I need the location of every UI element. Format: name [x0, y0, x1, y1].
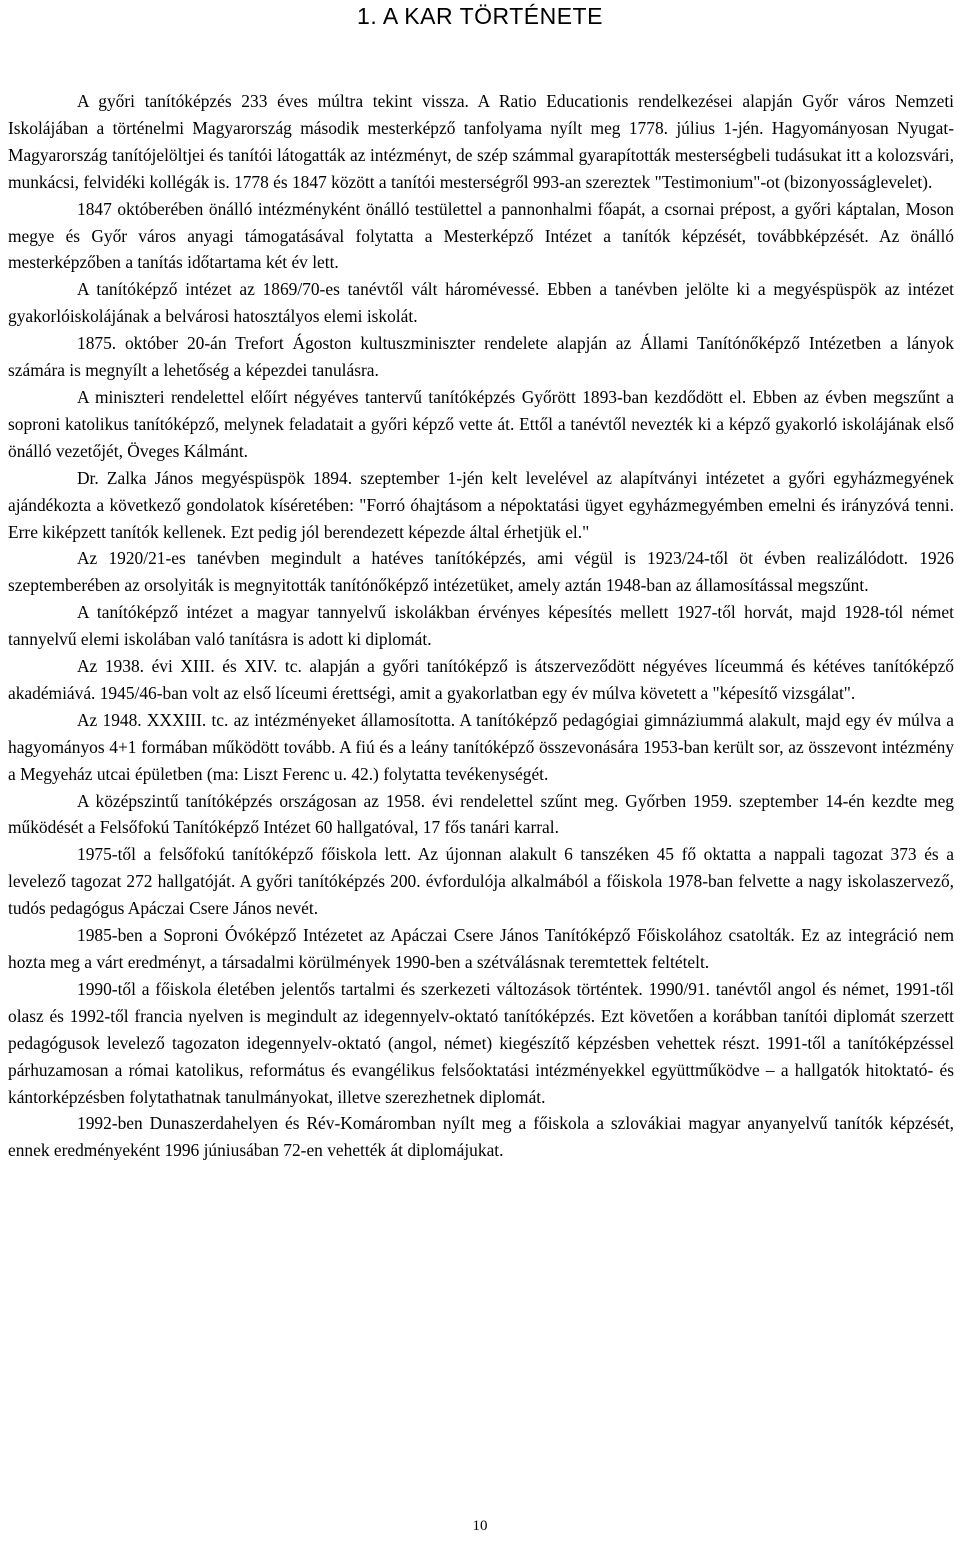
paragraph: Az 1938. évi XIII. és XIV. tc. alapján a győri tanítóképző is átszerveződött négyéves líceummá és kétéves tanítóképző akadémiává. 1945/46-ban volt az első líceumi érettségi, amit a gyakorlatban egy év múlva követett a "képesítő vizsgálat".: [8, 656, 954, 703]
paragraph: 1990-től a főiskola életében jelentős tartalmi és szerkezeti változások történtek. 1990/91. tanévtől angol és német, 1991-től olasz és 1992-től francia nyelven is megindult az idegennyelv-oktató tanítóképzés. Ezt követően a korábban tanítói diplomát szerzett pedagógusok levelező tagozaton idegennyelv-oktató (angol, német) kiegészítő képzésben vehettek részt. 1991-től a tanítóképzéssel párhuzamosan a római katolikus, református és evangélikus felsőoktatási intézményekkel együttműködve – a hallgatók hitoktató- és kántorképzésben folytathatnak tanulmányokat, illetve szerezhetnek diplomát.: [8, 978, 954, 1107]
paragraph: 1975-től a felsőfokú tanítóképző főiskola lett. Az újonnan alakult 6 tanszéken 45 fő oktatta a nappali tagozat 373 és a levelező tagozat 272 hallgatóját. A győri tanítóképzés 200. évfordulója alkalmából a főiskola 1978-ban felvette a nagy iskolaszervező, tudós pedagógus Apáczai Csere János nevét.: [8, 844, 954, 919]
paragraph: Az 1920/21-es tanévben megindult a hatéves tanítóképzés, ami végül is 1923/24-től öt évben realizálódott. 1926 szeptemberében az orsolyiták is megnyitották tanítónőképző intézetüket, amely aztán 1948-ban az államosítással megszűnt.: [8, 548, 954, 596]
paragraph: A győri tanítóképzés 233 éves múltra tekint vissza. A Ratio Educationis rendelkezései alapján Győr város Nemzeti Iskolájában a történelmi Magyarország második mesterképző tanfolyama nyílt meg 1778. július 1-jén. Hagyományosan Nyugat-Magyarország tanítójelöltjei és tanítói látogatták az intézményt, de szép számmal gyarapították mesterségbeli tudásukat itt a kolozsvári, munkácsi, felvidéki kollégák is. 1778 és 1847 között a tanítói mesterségről 993-an szereztek "Testimonium"-ot (bizonyosságlevelet).: [8, 91, 954, 192]
paragraph: 1875. október 20-án Trefort Ágoston kultuszminiszter rendelete alapján az Állami Tanítónőképző Intézetben a lányok számára is megnyílt a lehetőség a képezdei tanulásra.: [8, 333, 954, 381]
paragraph: 1985-ben a Soproni Óvóképző Intézetet az Apáczai Csere János Tanítóképző Főiskolához csatolták. Ez az integráció nem hozta meg a várt eredményt, a társadalmi körülmények 1990-ben a szétválásnak teremtettek feltételt.: [8, 925, 954, 972]
paragraph: A miniszteri rendelettel előírt négyéves tantervű tanítóképzés Győrött 1893-ban kezdődött el. Ebben az évben megszűnt a soproni katolikus tanítóképző, melynek feladatait a győri képző vette át. Ettől a tanévtől nevezték ki a képző gyakorló iskolájának első önálló vezetőjét, Öveges Kálmánt.: [8, 386, 954, 461]
paragraph: A tanítóképző intézet az 1869/70-es tanévtől vált háromévessé. Ebben a tanévben jelölte ki a megyéspüspök az intézet gyakorlóiskolájának a belvárosi hatosztályos elemi iskolát.: [8, 279, 954, 327]
paragraph: 1992-ben Dunaszerdahelyen és Rév-Komáromban nyílt meg a főiskola a szlovákiai magyar anyanyelvű tanítók képzését, ennek eredményeként 1996 júniusában 72-en vehették át diplomájukat.: [8, 1113, 954, 1161]
chapter-heading: 1. A KAR TÖRTÉNETE: [357, 3, 603, 29]
paragraph: A középszintű tanítóképzés országosan az 1958. évi rendelettel szűnt meg. Győrben 1959. szeptember 14-én kezdte meg működését a Felsőfokú Tanítóképző Intézet 60 hallgatóval, 17 fős tanári karral.: [8, 790, 954, 838]
paragraph: 1847 októberében önálló intézményként önálló testülettel a pannonhalmi főapát, a csornai prépost, a győri káptalan, Moson megye és Győr város anyagi támogatásával folytatta a Mesterképző Intézet a tanítók képzését, továbbképzését. Az önálló mesterképzőben a tanítás időtartama két év lett.: [8, 198, 954, 273]
paragraph: Az 1948. XXXIII. tc. az intézményeket államosította. A tanítóképző pedagógiai gimnáziummá alakult, majd egy év múlva a hagyományos 4+1 formában működött tovább. A fiú és a leány tanítóképző összevonására 1953-ban került sor, az összevont intézmény a Megyeház utcai épületben (ma: Liszt Ferenc u. 42.) folytatta tevékenységét.: [8, 709, 954, 784]
page-number: 10: [472, 1518, 488, 1534]
body-text: [8, 88, 954, 1164]
paragraph: Dr. Zalka János megyéspüspök 1894. szeptember 1-jén kelt levelével az alapítványi intézetet a győri egyházmegyének ajándékozta a következő gondolatok kíséretében: "Forró óhajtásom a népoktatási ügyet egyházmegyémben emelni és irányzóvá tenni. Erre kiképzett tanítók kellenek. Ezt pedig jól berendezett képezde által érhetjük el.": [8, 467, 954, 542]
paragraph: A tanítóképző intézet a magyar tannyelvű iskolákban érvényes képesítés mellett 1927-től horvát, majd 1928-tól német tannyelvű elemi iskolában való tanításra is adott ki diplomát.: [8, 602, 954, 650]
